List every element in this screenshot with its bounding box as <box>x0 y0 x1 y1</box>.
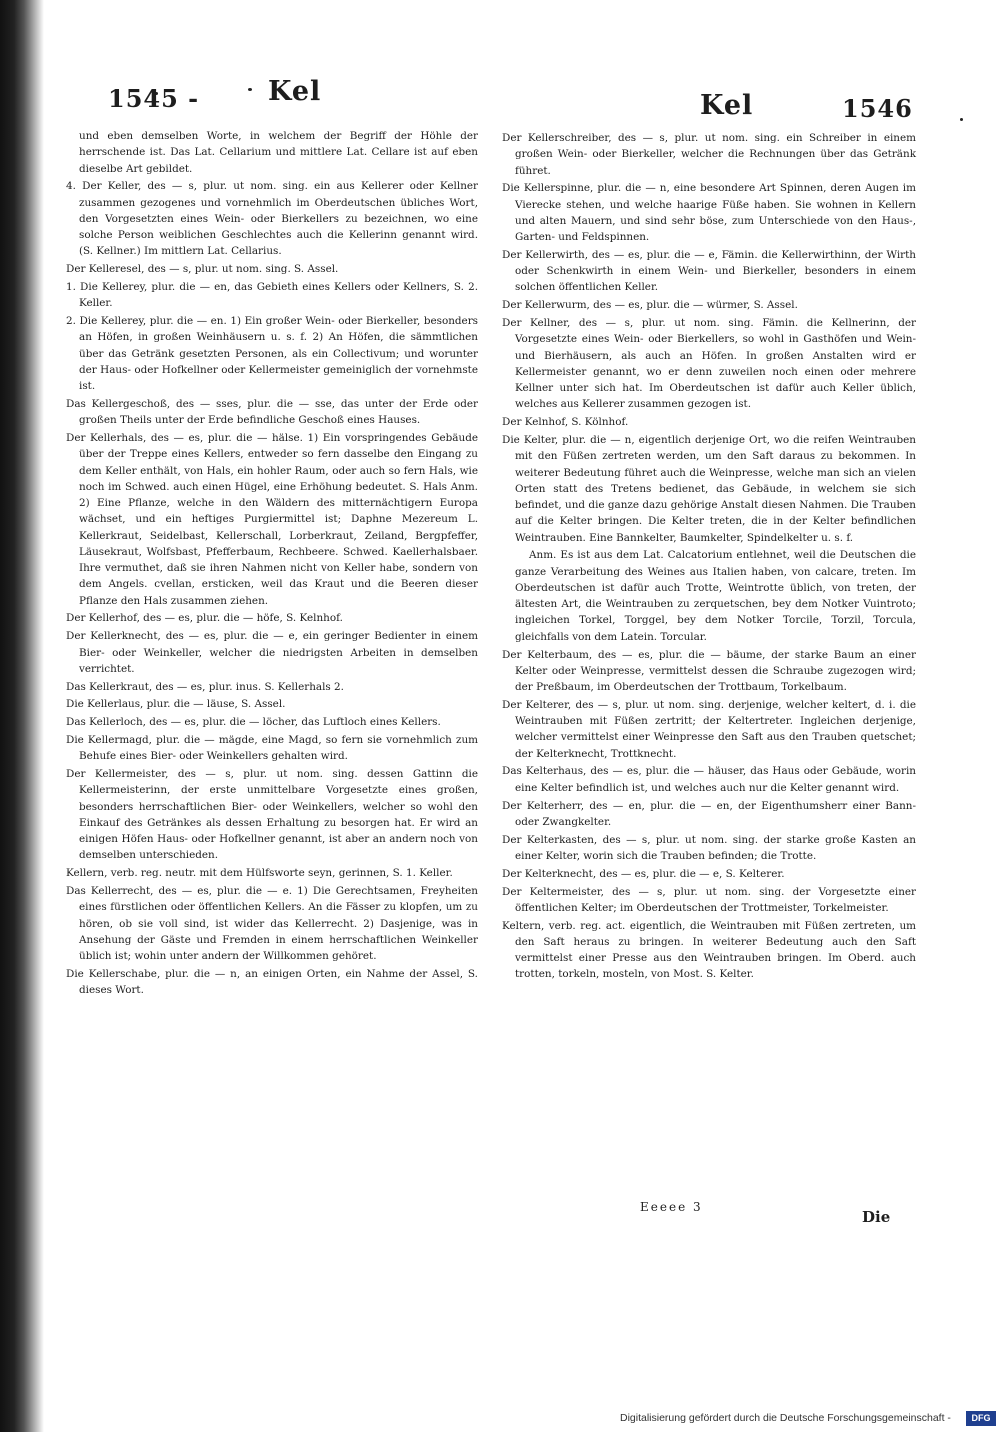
running-headword-left: Kel <box>268 76 322 107</box>
page-number-left: 1545 - <box>108 84 200 113</box>
dictionary-entry: Das Kellerloch, des — es, plur. die — löcher, das Luftloch eines Kellers. <box>66 716 441 729</box>
dictionary-entry: Die Kellerspinne, plur. die — n, eine besondere Art Spinnen, deren Augen im Vierecke stehen, und welche haarige Füße haben. Sie wohnen in Kellern und alten Mauern, und sind sehr böse, zum Unterschiede von den Haus-, Garten- und Feldspinnen. <box>502 182 916 244</box>
ink-speck <box>960 118 963 121</box>
annotation-paragraph: Anm. Es ist aus dem Lat. Calcatorium entlehnet, weil die Deutschen die ganze Verarbeitung des Weines aus Italien haben, von calcare, treten. Im Oberdeutschen ist dafür auch Trotte, Weintrotte üblich, von treten, der ältesten Art, die Weintrauben zu zerquetschen, bey dem Notker Vuintroto; ingleichen Torkel, Torggel, bey dem Notker Torcile, Torzil, Torcula, gleichfalls von dem Latein. Torcular. <box>515 549 916 643</box>
dictionary-entry: Das Kellerrecht, des — es, plur. die — e. 1) Die Gerechtsamen, Freyheiten eines fürstlichen oder öffentlichen Kellers. An die Fässer zu klopfen, um zu hören, ob sie voll sind, ist wider das Kellerrecht. 2) Dasjenige, was in Ansehung der Gäste und Fremden in einem herrschaftlichen Weinkeller üblich ist; wohin unter andern der Willkommen gehöret. <box>66 885 478 963</box>
dictionary-entry: Der Kelterbaum, des — es, plur. die — bäume, der starke Baum an einer Kelter oder Weinpresse, vermittelst dessen die Schraube zugezogen wird; der Preßbaum, im Oberdeutschen der Trottbaum, Torkelbaum. <box>502 648 916 693</box>
dictionary-entry: Der Kellerhof, des — es, plur. die — höfe, S. Kelnhof. <box>66 612 343 625</box>
dictionary-entry: Der Kelterkasten, des — s, plur. ut nom. sing. der starke große Kasten an einer Kelter, worin sich die Trauben befinden; die Trotte. <box>502 833 916 862</box>
dictionary-entry: Der Kellerwirth, des — es, plur. die — e, Fämin. die Kellerwirthinn, der Wirth oder Schenkwirth in einem Wein- und Bierkeller, besonders in einem solchen öffentlichen Keller. <box>502 248 916 294</box>
dictionary-entry: Der Kelleresel, des — s, plur. ut nom. sing. S. Assel. <box>66 263 339 276</box>
dictionary-entry: Der Kellerhals, des — es, plur. die — hälse. 1) Ein vorspringendes Gebäude über der Treppe eines Kellers, entweder so fern dasselbe den Eingang zu dem Keller enthält, von Hals, ein hohler Raum, oder auch so fern Hals, wie noch im Schwed. auch einen Hügel, eine Erhöhung bedeutet. S. Hals Anm. 2) Eine Pflanze, welche in den Wäldern des mitternächtigern Europa wächset, und ein heftiges Purgiermittel ist; Daphne Mezereum L. Kellerkraut, Seidelbast, Kellerschall, Lorberkraut, Zeiland, Bergpfeffer, Läusekraut, Wolfsbast, Pfefferbaum, Rechbeere. Schwed. Kaellerhalsbaer. Ihre vermuthet, daß sie ihren Nahmen nicht von Keller habe, sondern von dem Angels. cvellan, ersticken, weil das Kraut und die Beeren dieser Pflanze den Hals zusammen ziehen. <box>66 432 478 607</box>
dictionary-entry: Die Kellerschabe, plur. die — n, an einigen Orten, ein Nahme der Assel, S. dieses Wort. <box>66 968 478 997</box>
dictionary-entry: Die Kellerlaus, plur. die — läuse, S. Assel. <box>66 698 286 711</box>
scan-edge-shadow <box>0 0 44 1432</box>
dictionary-entry: Der Kelnhof, S. Kölnhof. <box>502 416 629 429</box>
dictionary-entry: 4. Der Keller, des — s, plur. ut nom. sing. ein aus Kellerer oder Kellner zusammen gezogenes und vornehmlich im Oberdeutschen übliches Wort, den Vorgesetzten eines Wein- oder Bierkellers zu bezeichnen, wo eine solche Person weiblichen Geschlechtes auch die Kellerinn genannt wird. (S. Kellner.) Im mittlern Lat. Cellarius. <box>66 180 478 258</box>
dictionary-entry: Der Kellerschreiber, des — s, plur. ut nom. sing. ein Schreiber in einem großen Wein- oder Bierkeller, welcher die Rechnungen über das Getränk führet. <box>502 132 916 177</box>
dictionary-entry: Das Kelterhaus, des — es, plur. die — häuser, das Haus oder Gebäude, worin eine Kelter befindlich ist, und welches auch nur die Kelter genannt wird. <box>502 765 916 794</box>
catchword: Die <box>862 1208 891 1226</box>
dictionary-entry: und eben demselben Worte, in welchem der Begriff der Höhle der herrschende ist. Das Lat. Cellarium und mittlere Lat. Cellare ist auf eben dieselbe Art gebildet. <box>79 130 478 175</box>
ink-speck <box>248 88 252 91</box>
dictionary-entry: Der Kellerwurm, des — es, plur. die — würmer, S. Assel. <box>502 299 798 312</box>
dictionary-entry: 1. Die Kellerey, plur. die — en, das Gebieth eines Kellers oder Kellners, S. 2. Keller. <box>66 281 478 310</box>
dictionary-entry: Das Kellerkraut, des — es, plur. inus. S. Kellerhals 2. <box>66 680 344 693</box>
funding-note: Digitalisierung gefördert durch die Deutsche Forschungsgemeinschaft - <box>620 1412 951 1424</box>
running-headword-right: Kel <box>700 90 754 121</box>
signature-mark: Eeeee 3 <box>640 1200 703 1214</box>
dictionary-entry: Der Kellermeister, des — s, plur. ut nom. sing. dessen Gattinn die Kellermeisterinn, der erste unmittelbare Vorgesetzte eines großen, besonders herrschaftlichen Bier- oder Weinkellers, welcher so wohl den Einkauf des Getränkes als dessen Erhaltung zu besorgen hat. Er wird an einigen Höfen Haus- oder Hofkellner genannt, ist aber an andern noch von demselben unterschieden. <box>66 768 478 862</box>
dictionary-entry: Das Kellergeschoß, des — sses, plur. die — sse, das unter der Erde oder großen Theils unter der Erde befindliche Geschoß eines Hauses. <box>66 397 478 427</box>
dictionary-entry: Der Keltermeister, des — s, plur. ut nom. sing. der Vorgesetzte einer öffentlichen Kelter; im Oberdeutschen der Trottmeister, Torkelmeister. <box>502 885 916 914</box>
dictionary-entry: Keltern, verb. reg. act. eigentlich, die Weintrauben mit Füßen zertreten, um den Saft heraus zu bringen. In weiterer Bedeutung auch den Saft vermittelst einer Presse aus den Weintrauben bringen. Im Oberd. auch trotten, torkeln, mosteln, von Most. S. Kelter. <box>502 919 916 981</box>
dictionary-entry: Der Kelterherr, des — en, plur. die — en, der Eigenthumsherr einer Bann- oder Zwangkelter. <box>502 799 916 828</box>
dictionary-entry: Kellern, verb. reg. neutr. mit dem Hülfsworte seyn, gerinnen, S. 1. Keller. <box>66 867 453 880</box>
dfg-logo: DFG <box>966 1411 996 1426</box>
dictionary-entry: Die Kellermagd, plur. die — mägde, eine Magd, so fern sie vornehmlich zum Behufe eines Bier- oder Weinkellers gehalten wird. <box>66 734 478 763</box>
left-column <box>66 128 478 1000</box>
dictionary-entry: Der Kelterknecht, des — es, plur. die — e, S. Kelterer. <box>502 867 785 880</box>
dictionary-entry: Die Kelter, plur. die — n, eigentlich derjenige Ort, wo die reifen Weintrauben mit den Füßen zertreten werden, um den Saft daraus zu bekommen. In weiterer Bedeutung führet auch die Weinpresse, welche man sich an vielen Orten statt des Tretens bedienet, das Gebäude, in welchem sie sich befindet, und die ganze dazu gehörige Anstalt diesen Nahmen. Die Trauben auf die Kelter bringen. Die Kelter treten, die in der Kelter befindlichen Weintrauben. Eine Bannkelter, Baumkelter, Spindelkelter u. s. f. <box>502 434 916 544</box>
dictionary-entry: Der Kellerknecht, des — es, plur. die — e, ein geringer Bedienter in einem Bier- oder Weinkeller, welcher die niedrigsten Arbeiten in demselben verrichtet. <box>66 630 478 675</box>
page-number-right: 1546 <box>842 94 913 123</box>
right-column <box>502 130 916 984</box>
dictionary-entry: 2. Die Kellerey, plur. die — en. 1) Ein großer Wein- oder Bierkeller, besonders an Höfen, in großen Weinhäusern u. s. f. 2) An Höfen, die sämmtlichen über das Getränk gesetzten Personen, als ein Collectivum; und worunter der Haus- oder Hofkellner oder Kellermeister gemeiniglich der vornehmste ist. <box>66 315 478 393</box>
dictionary-entry: Der Kelterer, des — s, plur. ut nom. sing. derjenige, welcher keltert, d. i. die Weintrauben mit Füßen zertritt; der Keltertreter. Ingleichen derjenige, welcher vermittelst einer Weinpresse den Saft aus den Trauben quetschet; der Kelterknecht, Trottknecht. <box>502 698 916 760</box>
dictionary-entry: Der Kellner, des — s, plur. ut nom. sing. Fämin. die Kellnerinn, der Vorgesetzte eines Wein- oder Bierkellers, so wohl in Gasthöfen und Wein- und Bierhäusern, als auch an Höfen. In großen Anstalten wird er Kellermeister genannt, wo er denn zuweilen noch einen oder mehrere Kellner unter sich hat. Im Oberdeutschen ist dafür auch Keller üblich, welches aus Kellerer zusammen gezogen ist. <box>502 317 916 411</box>
